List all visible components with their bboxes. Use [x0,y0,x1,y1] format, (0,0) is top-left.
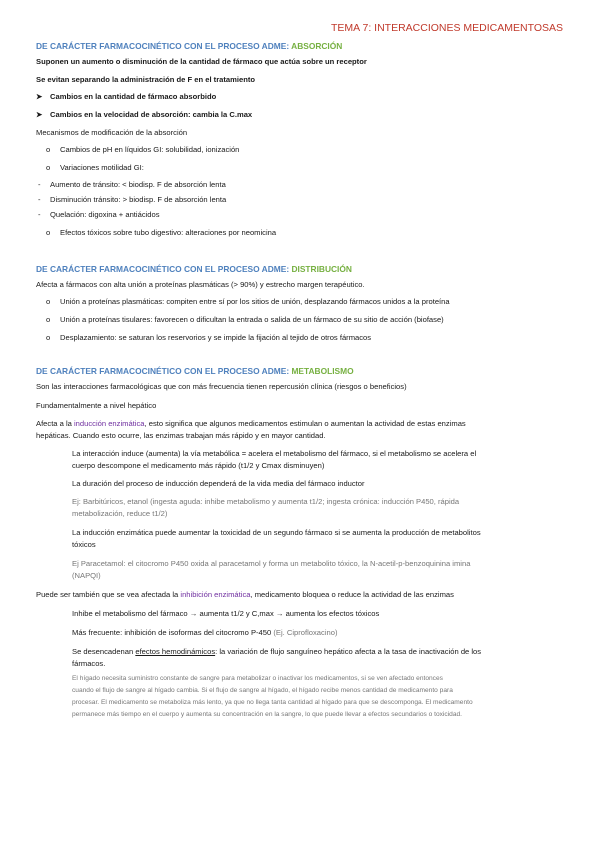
inhibition-line-2-example: (Ej. Ciprofloxacino) [273,628,338,637]
circle-item [46,163,144,172]
absorcion-avoid: Se evitan separando la administración de F en el tratamiento [36,75,256,84]
dash-item [38,210,160,219]
inhibition-post: , medicamento bloquea o reduce la actividad de las enzimas [250,590,454,599]
circle-item [46,333,371,342]
absorcion-intro: Suponen un aumento o disminución de la cantidad de fármaco que actúa sobre un receptor [36,57,367,66]
distribucion-intro: Afecta a fármacos con alta unión a proteínas plasmáticas (> 90%) y estrecho margen terapéutico. [36,280,365,289]
induction-example-2b: (NAPQI) [72,571,101,580]
small-note-line: procesar. El medicamento se metaboliza más lento, ya que no llega tanta cantidad al hígado para que se descomponga. El medicamento [72,699,473,706]
inhibition-line-3-pre: Se desencadenan [72,647,136,656]
dash-item [38,180,226,189]
inhibition-pre: Puede ser también que se vea afectada la [36,590,181,599]
heading-highlight: METABOLISMO [291,366,354,376]
induction-example-2a: Ej Paracetamol: el citocromo P450 oxida al paracetamol y forma un metabolito tóxico, la N-acetil-p-benzoquinina imina [72,559,471,568]
heading-prefix: DE CARÁCTER FARMACOCINÉTICO CON EL PROCESO ADME: [36,41,292,51]
dash-item-text: Aumento de tránsito: < biodisp. F de absorción lenta [50,180,226,189]
circle-item-text: Efectos tóxicos sobre tubo digestivo: alteraciones por neomicina [60,228,277,237]
metabolismo-intro: Son las interacciones farmacológicas que con más frecuencia tienen repercusión clínica (riesgos o beneficios) [36,382,407,391]
circle-bullet-icon: o [46,145,51,154]
arrow-item [36,92,216,101]
induction-post: , esto significa que algunos medicamentos estimulan o aumentan la actividad de estas enzimas [144,419,466,428]
circle-bullet-icon: o [46,333,51,342]
small-note-line: cuando el flujo de sangre al hígado cambia. Si el flujo de sangre al hígado, el hígado recibe menos cantidad de medicamento para [72,687,453,694]
circle-item-text: Cambios de pH en líquidos GI: solubilidad, ionización [60,145,240,154]
circle-item [46,145,239,154]
circle-item [46,297,450,306]
circle-bullet-icon: o [46,228,51,237]
induction-example-1a: Ej: Barbitúricos, etanol (ingesta aguda: inhibe metabolismo y aumenta t1/2; ingesta crónica: inducción P450, rápida [72,497,460,506]
dash-item-text: Disminución tránsito: > biodisp. F de absorción lenta [50,195,227,204]
induction-paragraph-1b: cuerpo descompone el medicamento más rápido (t1/2 y Cmax disminuyen) [72,461,325,470]
dash-bullet-icon: - [38,180,41,189]
section-heading-metabolismo [36,366,354,376]
mechanisms-title: Mecanismos de modificación de la absorción [36,128,188,137]
small-note-line: permanece más tiempo en el cuerpo y aumenta su concentración en la sangre, lo que puede llevar a efectos secundarios o toxicidad. [72,711,462,718]
dash-item-text: Quelación: digoxina + antiácidos [50,210,160,219]
inhibition-line-2-main: Más frecuente: inhibición de isoformas del citocromo P-450 [72,628,274,637]
page-header-title: TEMA 7: INTERACCIONES MEDICAMENTOSAS [330,22,563,34]
induction-paragraph-2: La duración del proceso de inducción dependerá de la vida media del fármaco inductor [72,479,365,488]
circle-item-text: Unión a proteínas plasmáticas: compiten entre sí por los sitios de unión, desplazando fármacos unidos a la proteína [60,297,450,306]
section-heading-absorcion [36,41,342,51]
circle-item [46,315,444,324]
circle-item-text: Desplazamiento: se saturan los reservorios y se impide la fijación al tejido de otros fármacos [60,333,372,342]
inhibition-line-3 [72,647,481,656]
arrow-bullet-icon: ➤ [36,110,43,119]
induction-line-2: hepáticas. Cuando esto ocurre, las enzimas trabajan más rápido y en mayor cantidad. [36,431,326,440]
circle-bullet-icon: o [46,163,51,172]
induction-pre: Afecta a la [36,419,74,428]
induction-highlight: inducción enzimática [74,419,145,428]
heading-prefix: DE CARÁCTER FARMACOCINÉTICO CON EL PROCESO ADME: [36,366,292,376]
heading-highlight: DISTRIBUCIÓN [291,264,352,274]
heading-prefix: DE CARÁCTER FARMACOCINÉTICO CON EL PROCESO ADME: [36,264,292,274]
inhibition-line-2 [72,628,338,637]
circle-item-text: Variaciones motilidad GI: [60,163,144,172]
section-heading-distribucion [36,264,352,274]
induction-paragraph-3b: tóxicos [72,540,96,549]
hemodynamic-effects-term: efectos hemodinámicos [135,647,216,656]
circle-bullet-icon: o [46,297,51,306]
dash-bullet-icon: - [38,210,41,219]
inhibition-line-1: Inhibe el metabolismo del fármaco → aumenta t1/2 y C,max → aumenta los efectos tóxicos [72,609,380,618]
circle-bullet-icon: o [46,315,51,324]
circle-item [46,228,276,237]
induction-paragraph-1a: La interacción induce (aumenta) la vía metabólica = acelera el metabolismo del fármaco, si el metabolismo se acelera el [72,449,477,458]
inhibition-line-3-post: : la variación de flujo sanguíneo hepático afecta a la tasa de inactivación de los [215,647,482,656]
dash-item [38,195,226,204]
circle-item-text: Unión a proteínas tisulares: favorecen o dificultan la entrada o salida de un fármaco de su sitio de acción (biofase) [60,315,444,324]
metabolismo-hepatic: Fundamentalmente a nivel hepático [36,401,157,410]
induction-paragraph-3a: La inducción enzimática puede aumentar la toxicidad de un segundo fármaco si se aumenta la producción de metabolitos [72,528,481,537]
inhibition-highlight: inhibición enzimática [180,590,251,599]
inhibition-line-3b: fármacos. [72,659,106,668]
dash-bullet-icon: - [38,195,41,204]
arrow-bullet-icon: ➤ [36,92,43,101]
induction-line-1 [36,419,466,428]
arrow-item [36,110,252,119]
arrow-item-text: Cambios en la cantidad de fármaco absorbido [50,92,217,101]
inhibition-intro [36,590,454,599]
induction-example-1b: metabolización, reduce t1/2) [72,509,168,518]
arrow-item-text: Cambios en la velocidad de absorción: cambia la C.max [50,110,253,119]
small-note-line: El hígado necesita suministro constante de sangre para metabolizar o inactivar los medicamentos, si se ven afectado entonces [72,675,443,682]
heading-highlight: ABSORCIÓN [291,41,343,51]
